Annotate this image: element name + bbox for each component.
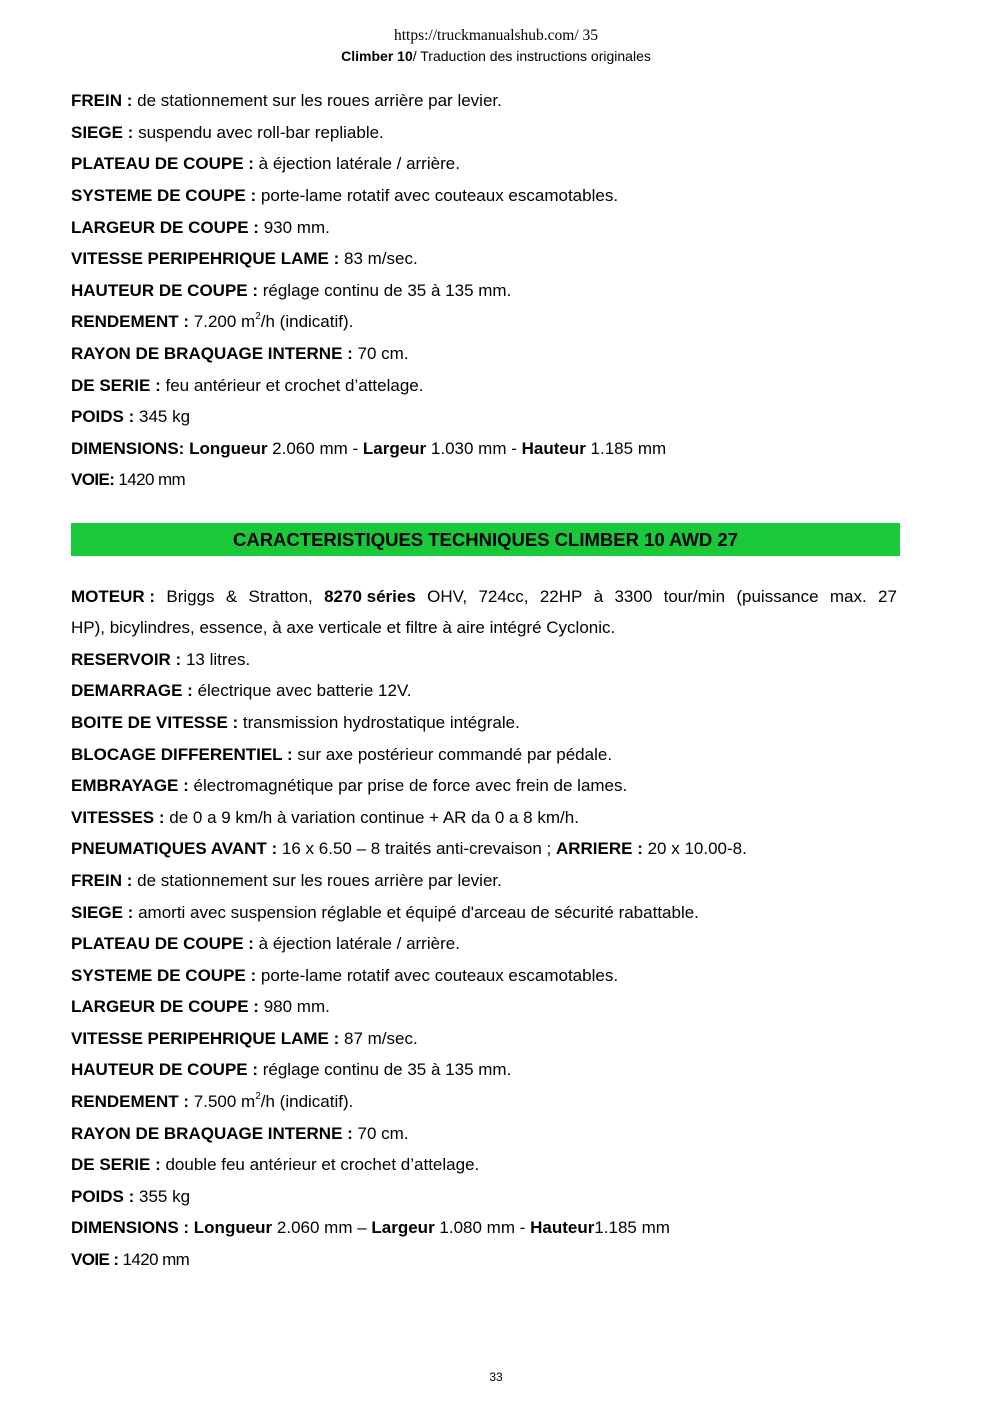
moteur-word: 22HP [539, 587, 583, 606]
moteur-word: 8270 séries [324, 587, 416, 606]
spec-boite-de-vitesse: BOITE DE VITESSE : transmission hydrostatique intégrale. [71, 713, 520, 732]
spec-siege-2: SIEGE : amorti avec suspension réglable et équipé d'arceau de sécurité rabattable. [71, 903, 699, 922]
spec-de-serie-2: DE SERIE : double feu antérieur et crochet d’attelage. [71, 1155, 480, 1174]
spec-moteur [71, 586, 897, 608]
spec-dimensions: DIMENSIONS: Longueur 2.060 mm - Largeur 1.030 mm - Hauteur 1.185 mm [71, 439, 667, 458]
moteur-word: OHV, [427, 587, 468, 606]
spec-vitesse-lame-2: VITESSE PERIPEHRIQUE LAME : 87 m/sec. [71, 1029, 418, 1048]
moteur-word: à [593, 587, 604, 606]
spec-voie-2: VOIE : 1420 mm [71, 1250, 190, 1269]
moteur-word: Stratton, [248, 587, 313, 606]
spec-pneumatiques: PNEUMATIQUES AVANT : 16 x 6.50 – 8 traités anti-crevaison ; ARRIERE : 20 x 10.00-8. [71, 839, 747, 858]
spec-plateau-de-coupe-2: PLATEAU DE COUPE : à éjection latérale / arrière. [71, 934, 460, 953]
moteur-word: 3300 [614, 587, 653, 606]
spec-poids-2: POIDS : 355 kg [71, 1187, 191, 1206]
spec-de-serie: DE SERIE : feu antérieur et crochet d’attelage. [71, 376, 424, 395]
spec-embrayage: EMBRAYAGE : électromagnétique par prise de force avec frein de lames. [71, 776, 628, 795]
moteur-word: Briggs [166, 587, 215, 606]
moteur-label: MOTEUR : [71, 587, 156, 606]
spec-blocage-differentiel: BLOCAGE DIFFERENTIEL : sur axe postérieur commandé par pédale. [71, 745, 613, 764]
header-subtitle-text: / Traduction des instructions originales [412, 48, 651, 64]
spec-moteur-continued: HP), bicylindres, essence, à axe verticale et filtre à aire intégré Cyclonic. [71, 618, 616, 637]
spec-largeur-de-coupe-2: LARGEUR DE COUPE : 980 mm. [71, 997, 330, 1016]
spec-hauteur-de-coupe: HAUTEUR DE COUPE : réglage continu de 35 à 135 mm. [71, 281, 512, 300]
moteur-word: max. [829, 587, 867, 606]
spec-hauteur-de-coupe-2: HAUTEUR DE COUPE : réglage continu de 35 à 135 mm. [71, 1060, 512, 1079]
moteur-word: (puissance [736, 587, 819, 606]
moteur-word: 27 [878, 587, 897, 606]
header-model: Climber 10 [341, 48, 413, 64]
spec-rendement-2: RENDEMENT : 7.500 $m^2/h$ (indicatif). [71, 1091, 354, 1111]
spec-dimensions-2: DIMENSIONS : Longueur 2.060 mm – Largeur 1.080 mm - Hauteur1.185 mm [71, 1218, 670, 1237]
spec-systeme-de-coupe: SYSTEME DE COUPE : porte-lame rotatif avec couteaux escamotables. [71, 186, 619, 205]
spec-plateau-de-coupe: PLATEAU DE COUPE : à éjection latérale / arrière. [71, 154, 460, 173]
moteur-word: 724cc, [478, 587, 529, 606]
spec-rendement: RENDEMENT : 7.200 $m^2/h$ (indicatif). [71, 311, 354, 331]
spec-siege: SIEGE : suspendu avec roll-bar repliable. [71, 123, 384, 142]
moteur-word: & [225, 587, 238, 606]
spec-poids: POIDS : 345 kg [71, 407, 191, 426]
spec-systeme-de-coupe-2: SYSTEME DE COUPE : porte-lame rotatif avec couteaux escamotables. [71, 966, 619, 985]
page-number: 33 [489, 1370, 503, 1384]
header-subtitle [0, 47, 992, 65]
spec-largeur-de-coupe: LARGEUR DE COUPE : 930 mm. [71, 218, 330, 237]
spec-vitesses: VITESSES : de 0 a 9 km/h à variation continue + AR da 0 a 8 km/h. [71, 808, 579, 827]
spec-demarrage: DEMARRAGE : électrique avec batterie 12V. [71, 681, 412, 700]
moteur-word: tour/min [663, 587, 726, 606]
spec-rayon-braquage-2: RAYON DE BRAQUAGE INTERNE : 70 cm. [71, 1124, 409, 1143]
header-url: https://truckmanualshub.com/ 35 [393, 27, 599, 44]
spec-rayon-braquage: RAYON DE BRAQUAGE INTERNE : 70 cm. [71, 344, 409, 363]
spec-voie: VOIE: 1420 mm [71, 470, 186, 489]
spec-frein-2: FREIN : de stationnement sur les roues arrière par levier. [71, 871, 502, 890]
spec-vitesse-lame: VITESSE PERIPEHRIQUE LAME : 83 m/sec. [71, 249, 418, 268]
section-banner-title: CARACTERISTIQUES TECHNIQUES CLIMBER 10 AWD 27 [71, 523, 900, 556]
spec-reservoir: RESERVOIR : 13 litres. [71, 650, 251, 669]
spec-frein: FREIN : de stationnement sur les roues arrière par levier. [71, 91, 502, 110]
